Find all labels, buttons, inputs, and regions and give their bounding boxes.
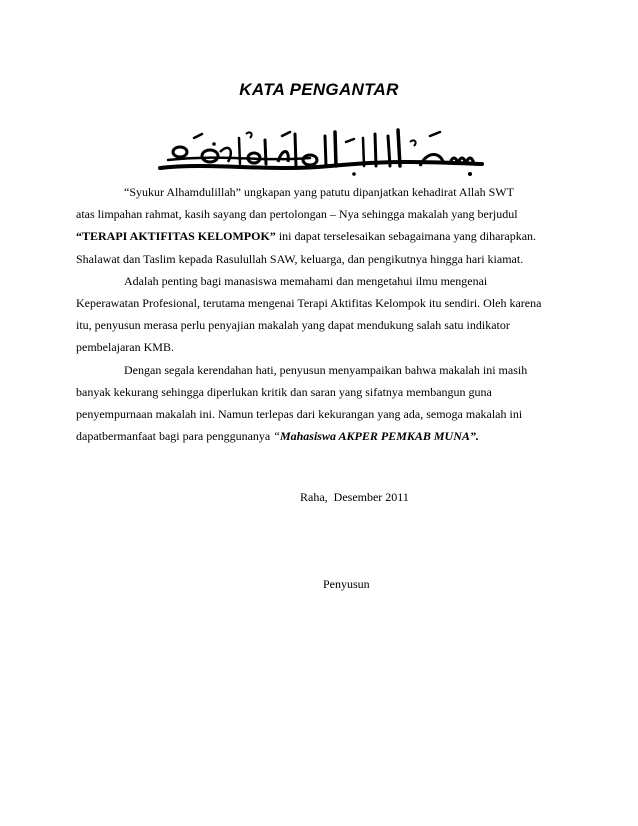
basmalah-calligraphy-icon [150, 122, 490, 178]
paragraph3-line1: Dengan segala kerendahan hati, penyusun menyampaikan bahwa makalah ini masih [124, 362, 528, 377]
paper-title-text: “TERAPI AKTIFITAS KELOMPOK” [76, 229, 276, 244]
paragraph3-line4 [76, 425, 566, 447]
paragraph1-line1: “Syukur Alhamdulillah” ungkapan yang patutu dipanjatkan kehadirat Allah SWT [124, 185, 514, 199]
paragraph2-line4: pembelajaran KMB. [76, 340, 174, 355]
paragraph3-line4-plain: dapatbermanfaat bagi para penggunanya [76, 429, 274, 444]
open-quote: “ [273, 429, 280, 444]
preface-body [76, 181, 566, 447]
paragraph2-line3: itu, penyusun merasa perlu penyajian makalah yang dapat mendukung salah satu indikator [76, 318, 510, 333]
paragraph3-line2: banyak kekurang sehingga diperlukan kritik dan saran yang sifatnya membangun guna [76, 384, 492, 399]
paragraph2-line2: Keperawatan Profesional, terutama mengenai Terapi Aktifitas Kelompok itu sendiri. Oleh karena [76, 296, 542, 311]
paragraph1-line3 [76, 225, 566, 247]
audience-text: Mahasiswa AKPER PEMKAB MUNA”. [279, 429, 479, 444]
paragraph1-line4: Shalawat dan Taslim kepada Rasulullah SAW, keluarga, dan pengikutnya hingga hari kiamat. [76, 251, 524, 266]
paragraph1-line2: atas limpahan rahmat, kasih sayang dan pertolongan – Nya sehingga makalah yang berjudul [76, 207, 518, 222]
signer: Penyusun [323, 577, 370, 591]
page-title: KATA PENGANTAR [239, 80, 399, 99]
paragraph2-line1: Adalah penting bagi manasiswa memahami dan mengetahui ilmu mengenai [124, 273, 488, 288]
paragraph3-line3: penyempurnaan makalah ini. Namun terlepas dari kekurangan yang ada, semoga makalah ini [76, 407, 523, 422]
place-date: Raha, Desember 2011 [300, 490, 409, 504]
paragraph1-line3-rest: ini dapat terselesaikan sebagaimana yang diharapkan. [275, 229, 537, 244]
